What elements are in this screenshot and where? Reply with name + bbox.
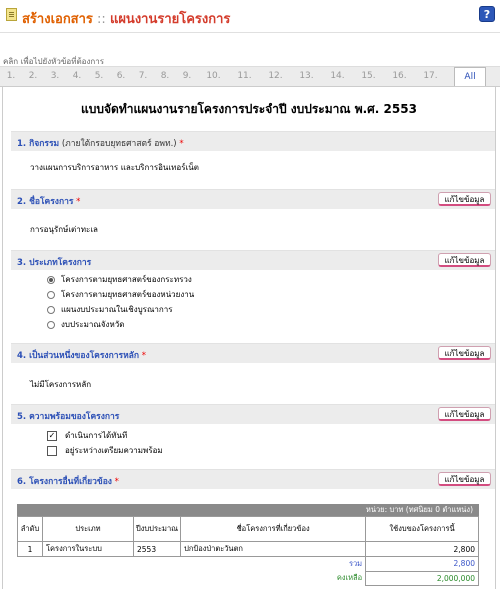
radio-1	[47, 276, 55, 284]
tab-2[interactable]: 2.	[28, 71, 38, 81]
tab-all[interactable]: All	[454, 67, 486, 86]
title-bar	[0, 0, 500, 33]
page-title: สร้างเอกสาร :: แผนงานรายโครงการ	[22, 12, 231, 27]
tab-5[interactable]: 5.	[94, 71, 104, 81]
section-6-header	[11, 469, 495, 489]
tab-8[interactable]: 8.	[160, 71, 170, 81]
col-order: ลำดับ	[18, 517, 43, 542]
radio-2	[47, 291, 55, 299]
unit-note: หน่วย: บาท (ทศนิยม 0 ตำแหน่ง)	[17, 504, 479, 516]
readiness-option-2: อยู่ระหว่างเตรียมความพร้อม	[47, 444, 163, 457]
tab-15[interactable]: 15.	[361, 71, 376, 81]
project-type-option-1: โครงการตามยุทธศาสตร์ของกระทรวง	[47, 273, 192, 286]
tab-11[interactable]: 11.	[237, 71, 252, 81]
cell-budget: 2,800	[366, 542, 479, 557]
edit-section-4-button[interactable]: แก้ไขข้อมูล	[438, 346, 491, 360]
section-4-header	[11, 343, 495, 363]
section-2-title: 2. ชื่อโครงการ *	[17, 197, 81, 207]
col-project-name: ชื่อโครงการที่เกี่ยวข้อง	[181, 517, 366, 542]
section-1-value: วางแผนการบริการอาหาร และบริการอินเทอร์เน็ต	[30, 163, 199, 172]
tab-13[interactable]: 13.	[299, 71, 314, 81]
project-type-option-3: แผนงบประมาณในเชิงบูรณาการ	[47, 303, 173, 316]
section-2-header	[11, 189, 495, 209]
document-form	[2, 86, 496, 589]
col-year: ปีงบประมาณ	[134, 517, 181, 542]
tab-1[interactable]: 1.	[6, 71, 16, 81]
tab-10[interactable]: 10.	[206, 71, 221, 81]
section-4-value: ไม่มีโครงการหลัก	[30, 380, 92, 389]
section-5-title: 5. ความพร้อมของโครงการ	[17, 412, 120, 422]
tab-4[interactable]: 4.	[72, 71, 82, 81]
form-heading: แบบจัดทำแผนงานรายโครงการประจำปี งบประมาณ พ.ศ. 2553	[81, 102, 417, 116]
remaining-value: 2,000,000	[366, 571, 479, 585]
edit-section-6-button[interactable]: แก้ไขข้อมูล	[438, 472, 491, 486]
tab-12[interactable]: 12.	[268, 71, 283, 81]
tab-9[interactable]: 9.	[182, 71, 192, 81]
checkbox-checked: ✓	[48, 430, 56, 440]
tab-hint: คลิก เพื่อไปยังหัวข้อที่ต้องการ	[3, 57, 104, 66]
table-row	[18, 542, 479, 557]
readiness-option-1: ✓ ดำเนินการได้ทันที	[48, 430, 128, 440]
tab-16[interactable]: 16.	[392, 71, 407, 81]
section-4-title: 4. เป็นส่วนหนึ่งของโครงการหลัก *	[17, 351, 146, 361]
col-budget: ใช้งบของโครงการนี้	[366, 517, 479, 542]
section-1-header	[11, 131, 495, 151]
tab-6[interactable]: 6.	[116, 71, 126, 81]
section-3-header	[11, 250, 495, 270]
edit-section-5-button[interactable]: แก้ไขข้อมูล	[438, 407, 491, 421]
help-icon[interactable]: ?	[479, 6, 495, 22]
section-tabs	[0, 66, 500, 87]
cell-project-name: ปกป้องป่าตะวันตก	[181, 542, 366, 557]
document-icon	[6, 8, 17, 21]
total-label: รวม	[348, 559, 363, 568]
radio-3	[47, 306, 55, 314]
edit-section-3-button[interactable]: แก้ไขข้อมูล	[438, 253, 491, 267]
section-3-title: 3. ประเภทโครงการ	[17, 258, 92, 268]
cell-type: โครงการในระบบ	[43, 542, 134, 557]
checkbox-unchecked	[47, 446, 57, 456]
project-type-option-4: งบประมาณจังหวัด	[47, 318, 124, 331]
remaining-row	[18, 571, 479, 585]
total-value: 2,800	[366, 557, 479, 572]
section-1-title: 1. กิจกรรม (ภายใต้กรอบยุทธศาสตร์ อพท.) *	[17, 139, 184, 149]
section-5-header	[11, 404, 495, 424]
tab-3[interactable]: 3.	[50, 71, 60, 81]
section-6-title: 6. โครงการอื่นที่เกี่ยวข้อง *	[17, 477, 119, 487]
edit-section-2-button[interactable]: แก้ไขข้อมูล	[438, 192, 491, 206]
project-type-option-2: โครงการตามยุทธศาสตร์ของหน่วยงาน	[47, 288, 194, 301]
tab-7[interactable]: 7.	[138, 71, 148, 81]
cell-year: 2553	[134, 542, 181, 557]
radio-4	[47, 321, 55, 329]
col-type: ประเภท	[43, 517, 134, 542]
total-row	[18, 557, 479, 572]
remaining-label: คงเหลือ	[336, 573, 363, 582]
related-projects-table	[17, 504, 479, 586]
cell-order: 1	[18, 542, 43, 557]
tab-17[interactable]: 17.	[423, 71, 438, 81]
section-2-value: การอนุรักษ์เต่าทะเล	[30, 225, 98, 234]
tab-14[interactable]: 14.	[330, 71, 345, 81]
